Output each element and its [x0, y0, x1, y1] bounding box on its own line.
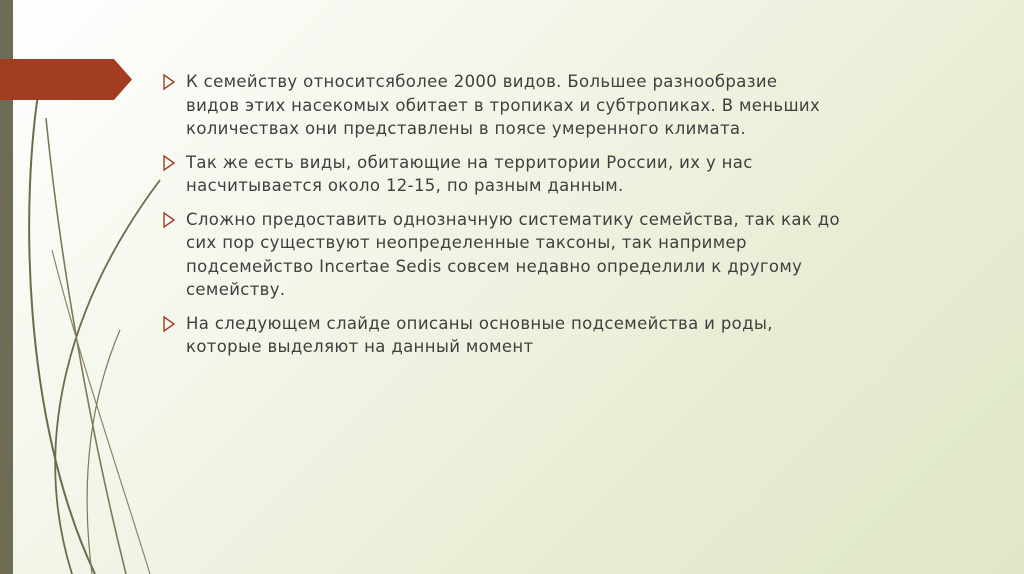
bullet-text: К семейству относитсяболее 2000 видов. Большее разнообразие видов этих насекомых обитает в тропиках и субтропиках. В меньших количествах они представлены в поясе умеренного климата. — [186, 72, 821, 138]
bullet-text: Так же есть виды, обитающие на территории России, их у нас насчитывается около 12-15, по разным данным. — [186, 152, 753, 195]
bullet-text: На следующем слайде описаны основные подсемейства и роды, которые выделяют на данный момент — [186, 313, 773, 356]
list-item — [162, 70, 892, 141]
hollow-triangle-bullet-icon — [162, 154, 186, 172]
hollow-triangle-bullet-icon — [162, 315, 186, 333]
list-item — [162, 208, 892, 302]
bullet-list — [162, 70, 892, 369]
list-item — [162, 151, 892, 198]
list-item — [162, 312, 892, 359]
hollow-triangle-bullet-icon — [162, 211, 186, 229]
accent-tab — [0, 59, 132, 100]
hollow-triangle-bullet-icon — [162, 73, 186, 91]
bullet-text: Сложно предоставить однозначную систематику семейства, так как до сих пор существуют неопределенные таксоны, так например подсемейство Incertae Sedis совсем недавно определили к другому семейству. — [186, 209, 840, 299]
